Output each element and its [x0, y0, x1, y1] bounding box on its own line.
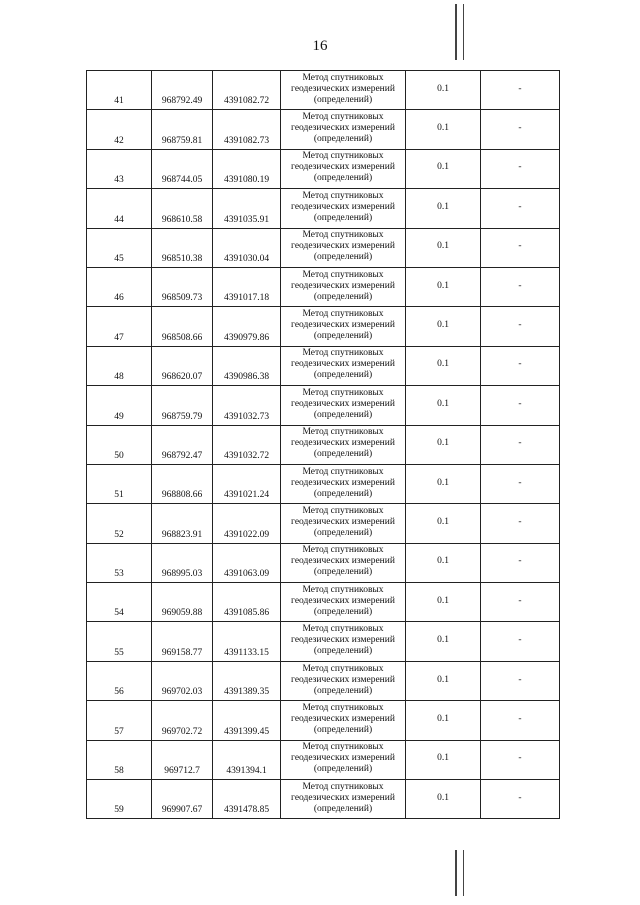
point-number-cell: 58 — [87, 740, 152, 779]
method-cell: Метод спутниковых геодезических измерений (определений) — [281, 71, 406, 110]
description-cell: - — [481, 386, 560, 425]
method-cell: Метод спутниковых геодезических измерений (определений) — [281, 740, 406, 779]
table-row — [87, 543, 560, 582]
table-row — [87, 189, 560, 228]
table-row — [87, 622, 560, 661]
description-cell: - — [481, 267, 560, 306]
method-cell: Метод спутниковых геодезических измерений (определений) — [281, 307, 406, 346]
coordinate-y-cell: 4391063.09 — [213, 543, 281, 582]
coordinate-y-cell: 4391085.86 — [213, 583, 281, 622]
method-cell: Метод спутниковых геодезических измерений (определений) — [281, 464, 406, 503]
accuracy-cell: 0.1 — [406, 661, 481, 700]
point-number-cell: 44 — [87, 189, 152, 228]
coordinate-y-cell: 4391082.72 — [213, 71, 281, 110]
coordinate-y-cell: 4391021.24 — [213, 464, 281, 503]
description-cell: - — [481, 307, 560, 346]
accuracy-cell: 0.1 — [406, 307, 481, 346]
table-row — [87, 780, 560, 819]
coordinate-y-cell: 4391032.72 — [213, 425, 281, 464]
coordinate-x-cell: 969158.77 — [152, 622, 213, 661]
table-row — [87, 149, 560, 188]
table-row — [87, 71, 560, 110]
description-cell: - — [481, 622, 560, 661]
coordinate-y-cell: 4390986.38 — [213, 346, 281, 385]
coordinate-x-cell: 968620.07 — [152, 346, 213, 385]
coordinate-x-cell: 969702.72 — [152, 701, 213, 740]
method-cell: Метод спутниковых геодезических измерений (определений) — [281, 110, 406, 149]
page-number: 16 — [312, 38, 328, 54]
accuracy-cell: 0.1 — [406, 780, 481, 819]
coordinate-x-cell: 969702.03 — [152, 661, 213, 700]
table-row — [87, 346, 560, 385]
point-number-cell: 54 — [87, 583, 152, 622]
point-number-cell: 49 — [87, 386, 152, 425]
method-cell: Метод спутниковых геодезических измерений (определений) — [281, 543, 406, 582]
scan-artifact-line — [463, 850, 464, 896]
accuracy-cell: 0.1 — [406, 740, 481, 779]
description-cell: - — [481, 228, 560, 267]
scan-artifact-line — [463, 4, 464, 60]
coordinate-y-cell: 4391032.73 — [213, 386, 281, 425]
table-row — [87, 740, 560, 779]
point-number-cell: 51 — [87, 464, 152, 503]
accuracy-cell: 0.1 — [406, 189, 481, 228]
coordinates-table — [86, 70, 560, 819]
description-cell: - — [481, 189, 560, 228]
table-row — [87, 661, 560, 700]
coordinate-y-cell: 4391022.09 — [213, 504, 281, 543]
coordinate-y-cell: 4391394.1 — [213, 740, 281, 779]
description-cell: - — [481, 425, 560, 464]
accuracy-cell: 0.1 — [406, 149, 481, 188]
coordinate-y-cell: 4391035.91 — [213, 189, 281, 228]
coordinate-y-cell: 4391080.19 — [213, 149, 281, 188]
method-cell: Метод спутниковых геодезических измерений (определений) — [281, 267, 406, 306]
description-cell: - — [481, 346, 560, 385]
description-cell: - — [481, 780, 560, 819]
method-cell: Метод спутниковых геодезических измерений (определений) — [281, 504, 406, 543]
method-cell: Метод спутниковых геодезических измерений (определений) — [281, 780, 406, 819]
accuracy-cell: 0.1 — [406, 464, 481, 503]
point-number-cell: 53 — [87, 543, 152, 582]
description-cell: - — [481, 504, 560, 543]
description-cell: - — [481, 583, 560, 622]
description-cell: - — [481, 149, 560, 188]
method-cell: Метод спутниковых геодезических измерений (определений) — [281, 228, 406, 267]
method-cell: Метод спутниковых геодезических измерений (определений) — [281, 149, 406, 188]
coordinate-y-cell: 4391389.35 — [213, 661, 281, 700]
method-cell: Метод спутниковых геодезических измерений (определений) — [281, 622, 406, 661]
coordinate-x-cell: 968759.81 — [152, 110, 213, 149]
coordinate-y-cell: 4390979.86 — [213, 307, 281, 346]
accuracy-cell: 0.1 — [406, 622, 481, 661]
description-cell: - — [481, 110, 560, 149]
coordinate-y-cell: 4391030.04 — [213, 228, 281, 267]
method-cell: Метод спутниковых геодезических измерений (определений) — [281, 583, 406, 622]
coordinate-x-cell: 969712.7 — [152, 740, 213, 779]
point-number-cell: 42 — [87, 110, 152, 149]
point-number-cell: 48 — [87, 346, 152, 385]
accuracy-cell: 0.1 — [406, 543, 481, 582]
table-row — [87, 307, 560, 346]
coordinate-y-cell: 4391133.15 — [213, 622, 281, 661]
coordinate-x-cell: 968759.79 — [152, 386, 213, 425]
method-cell: Метод спутниковых геодезических измерений (определений) — [281, 701, 406, 740]
coordinate-x-cell: 968792.49 — [152, 71, 213, 110]
coordinate-x-cell: 968823.91 — [152, 504, 213, 543]
accuracy-cell: 0.1 — [406, 71, 481, 110]
coordinate-y-cell: 4391017.18 — [213, 267, 281, 306]
point-number-cell: 47 — [87, 307, 152, 346]
coordinate-y-cell: 4391082.73 — [213, 110, 281, 149]
table-row — [87, 386, 560, 425]
table-row — [87, 583, 560, 622]
table-row — [87, 267, 560, 306]
scan-artifact-line — [455, 850, 457, 896]
accuracy-cell: 0.1 — [406, 267, 481, 306]
point-number-cell: 50 — [87, 425, 152, 464]
point-number-cell: 52 — [87, 504, 152, 543]
coordinate-y-cell: 4391399.45 — [213, 701, 281, 740]
table-row — [87, 464, 560, 503]
description-cell: - — [481, 464, 560, 503]
description-cell: - — [481, 543, 560, 582]
coordinate-x-cell: 968792.47 — [152, 425, 213, 464]
accuracy-cell: 0.1 — [406, 701, 481, 740]
table-row — [87, 425, 560, 464]
method-cell: Метод спутниковых геодезических измерений (определений) — [281, 386, 406, 425]
coordinate-x-cell: 968510.38 — [152, 228, 213, 267]
point-number-cell: 41 — [87, 71, 152, 110]
accuracy-cell: 0.1 — [406, 386, 481, 425]
description-cell: - — [481, 740, 560, 779]
point-number-cell: 43 — [87, 149, 152, 188]
description-cell: - — [481, 71, 560, 110]
table-row — [87, 701, 560, 740]
point-number-cell: 45 — [87, 228, 152, 267]
scan-artifact-line — [455, 4, 457, 60]
method-cell: Метод спутниковых геодезических измерений (определений) — [281, 425, 406, 464]
table-row — [87, 228, 560, 267]
coordinate-x-cell: 968744.05 — [152, 149, 213, 188]
accuracy-cell: 0.1 — [406, 110, 481, 149]
accuracy-cell: 0.1 — [406, 228, 481, 267]
point-number-cell: 55 — [87, 622, 152, 661]
point-number-cell: 46 — [87, 267, 152, 306]
coordinate-y-cell: 4391478.85 — [213, 780, 281, 819]
table-row — [87, 110, 560, 149]
coordinate-x-cell: 968508.66 — [152, 307, 213, 346]
coordinate-x-cell: 968808.66 — [152, 464, 213, 503]
method-cell: Метод спутниковых геодезических измерений (определений) — [281, 346, 406, 385]
point-number-cell: 57 — [87, 701, 152, 740]
method-cell: Метод спутниковых геодезических измерений (определений) — [281, 661, 406, 700]
accuracy-cell: 0.1 — [406, 583, 481, 622]
accuracy-cell: 0.1 — [406, 425, 481, 464]
table-body — [87, 71, 560, 819]
accuracy-cell: 0.1 — [406, 346, 481, 385]
coordinate-x-cell: 968995.03 — [152, 543, 213, 582]
point-number-cell: 59 — [87, 780, 152, 819]
accuracy-cell: 0.1 — [406, 504, 481, 543]
point-number-cell: 56 — [87, 661, 152, 700]
coordinate-x-cell: 968610.58 — [152, 189, 213, 228]
coordinate-x-cell: 969059.88 — [152, 583, 213, 622]
table-row — [87, 504, 560, 543]
coordinate-x-cell: 968509.73 — [152, 267, 213, 306]
description-cell: - — [481, 661, 560, 700]
description-cell: - — [481, 701, 560, 740]
coordinate-x-cell: 969907.67 — [152, 780, 213, 819]
method-cell: Метод спутниковых геодезических измерений (определений) — [281, 189, 406, 228]
